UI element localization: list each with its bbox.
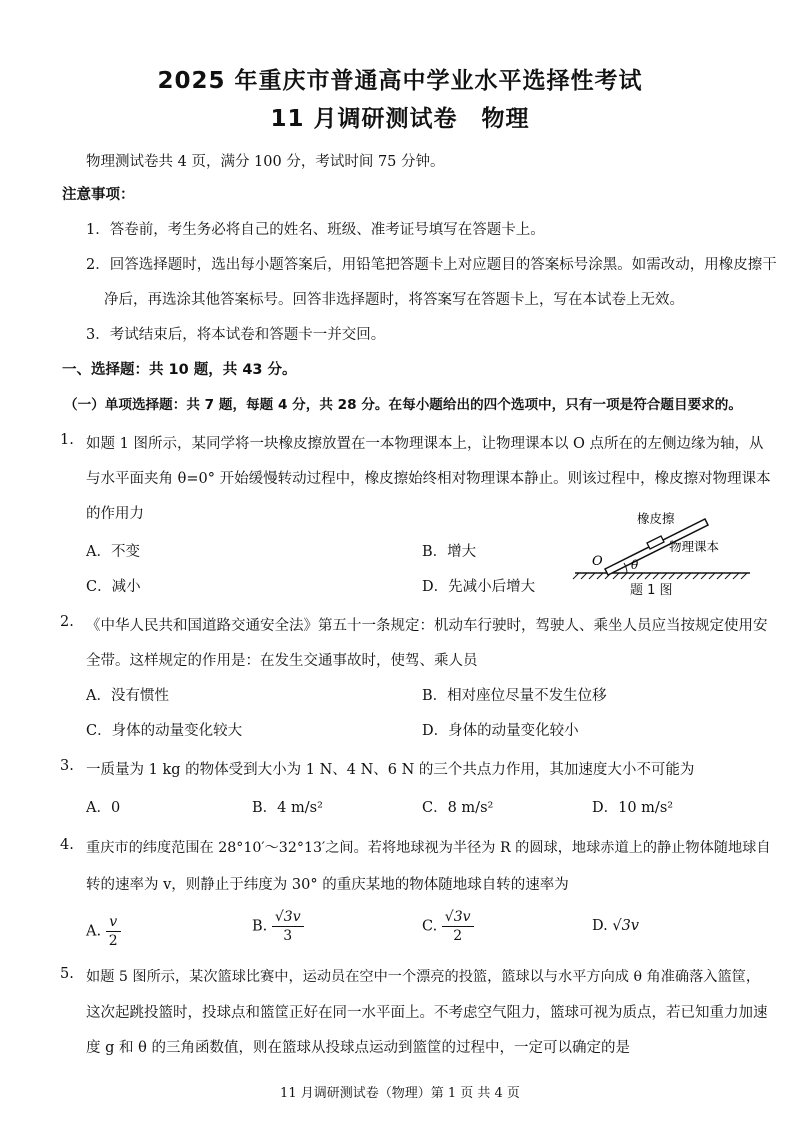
- question-text: 这次起跳投篮时，投球点和篮筐正好在同一水平面上。不考虑空气阻力，篮球可视为质点，若已知重力加速: [86, 1005, 768, 1021]
- section-heading: 一、选择题：共 10 题，共 43 分。: [62, 362, 297, 378]
- intro-text: 物理测试卷共 4 页，满分 100 分，考试时间 75 分钟。: [86, 154, 445, 170]
- option-a: A．没有惯性: [86, 688, 169, 704]
- fraction-denominator: 2: [108, 933, 118, 949]
- section-subheading: （一）单项选择题：共 7 题，每题 4 分，共 28 分。在每小题给出的四个选项中，只有一项是符合题目要求的。: [64, 397, 742, 413]
- question-text: 一质量为 1 kg 的物体受到大小为 1 N、4 N、6 N 的三个共点力作用，其加速度大小不可能为: [86, 762, 695, 778]
- option-b-fraction: [272, 908, 304, 945]
- option-b: B．相对座位尽量不发生位移: [422, 688, 607, 704]
- fraction-numerator: √3v: [442, 908, 474, 927]
- book-label: 物理课本: [669, 539, 720, 554]
- question-text: 如题 1 图所示，某同学将一块橡皮擦放置在一本物理课本上，让物理课本以 O 点所在的左侧边缘为轴，从: [86, 436, 764, 452]
- option-d: D．先减小后增大: [422, 579, 536, 595]
- option-a: [86, 913, 121, 950]
- option-a-fraction: [106, 913, 121, 950]
- question-text: 重庆市的纬度范围在 28°10′～32°13′之间。若将地球视为半径为 R 的圆球，地球赤道上的静止物体随地球自: [86, 840, 771, 856]
- question-number: 4.: [60, 837, 74, 853]
- fraction-denominator: 3: [283, 928, 293, 944]
- option-d: [592, 918, 639, 934]
- fraction-numerator: v: [106, 913, 121, 932]
- question-text: 与水平面夹角 θ=0° 开始缓慢转动过程中，橡皮擦始终相对物理课本静止。则该过程中，橡皮擦对物理课本: [86, 471, 771, 487]
- notice-item: 2．回答选择题时，选出每小题答案后，用铅笔把答题卡上对应题目的答案标号涂黑。如需改动，用橡皮擦干: [86, 257, 777, 273]
- option-a: A．0: [86, 800, 121, 816]
- exam-title: 2025 年重庆市普通高中学业水平选择性考试: [157, 68, 643, 94]
- option-c: [422, 908, 474, 945]
- notice-item: 3．考试结束后，将本试卷和答题卡一并交回。: [86, 327, 386, 343]
- exam-subtitle: 11 月调研测试卷 物理: [270, 106, 530, 132]
- option-b-label: B.: [252, 918, 268, 935]
- question-text: 转的速率为 v，则静止于纬度为 30° 的重庆某地的物体随地球自转的速率为: [86, 877, 569, 893]
- option-c: C．减小: [86, 579, 141, 595]
- question-text: 的作用力: [86, 506, 144, 522]
- question-text: 如题 5 图所示，某次篮球比赛中，运动员在空中一个漂亮的投篮，篮球以与水平方向成 θ 角准确落入篮筐，: [86, 969, 761, 985]
- angle-label: θ: [631, 558, 639, 572]
- eraser-label: 橡皮擦: [637, 511, 675, 526]
- notice-item: 1．答卷前，考生务必将自己的姓名、班级、准考证号填写在答题卡上。: [86, 222, 545, 238]
- option-d: D．10 m/s²: [592, 800, 674, 816]
- option-d-value: √3v: [612, 918, 639, 934]
- question-number: 5.: [60, 966, 74, 982]
- option-b: B．增大: [422, 544, 477, 560]
- fraction-denominator: 2: [453, 928, 463, 944]
- option-a: A．不变: [86, 544, 140, 560]
- question-number: 2.: [60, 614, 74, 630]
- option-d-label: D.: [592, 918, 608, 934]
- option-b: [252, 908, 304, 945]
- question-number: 3.: [60, 758, 74, 774]
- notice-heading: 注意事项：: [62, 187, 135, 203]
- figure-1-caption: 题 1 图: [630, 583, 673, 598]
- question-text: 全带。这样规定的作用是：在发生交通事故时，使驾、乘人员: [86, 653, 478, 669]
- question-text: 《中华人民共和国道路交通安全法》第五十一条规定：机动车行驶时，驾驶人、乘坐人员应当按规定使用安: [86, 618, 768, 634]
- option-d: D．身体的动量变化较小: [422, 723, 579, 739]
- question-number: 1.: [60, 432, 74, 448]
- notice-item: 净后，再选涂其他答案标号。回答非选择题时，将答案写在答题卡上，写在本试卷上无效。: [104, 292, 684, 308]
- option-b: B．4 m/s²: [252, 800, 323, 816]
- fraction-numerator: √3v: [272, 908, 304, 927]
- option-c-label: C.: [422, 918, 438, 935]
- option-c: C．8 m/s²: [422, 800, 494, 816]
- point-o-label: O: [592, 554, 603, 569]
- option-c-fraction: [442, 908, 474, 945]
- option-c: C．身体的动量变化较大: [86, 723, 243, 739]
- question-text: 度 g 和 θ 的三角函数值，则在篮球从投球点运动到篮筐的过程中，一定可以确定的是: [86, 1040, 630, 1056]
- option-a-label: A.: [86, 923, 102, 940]
- page-footer: 11 月调研测试卷（物理）第 1 页 共 4 页: [280, 1086, 520, 1101]
